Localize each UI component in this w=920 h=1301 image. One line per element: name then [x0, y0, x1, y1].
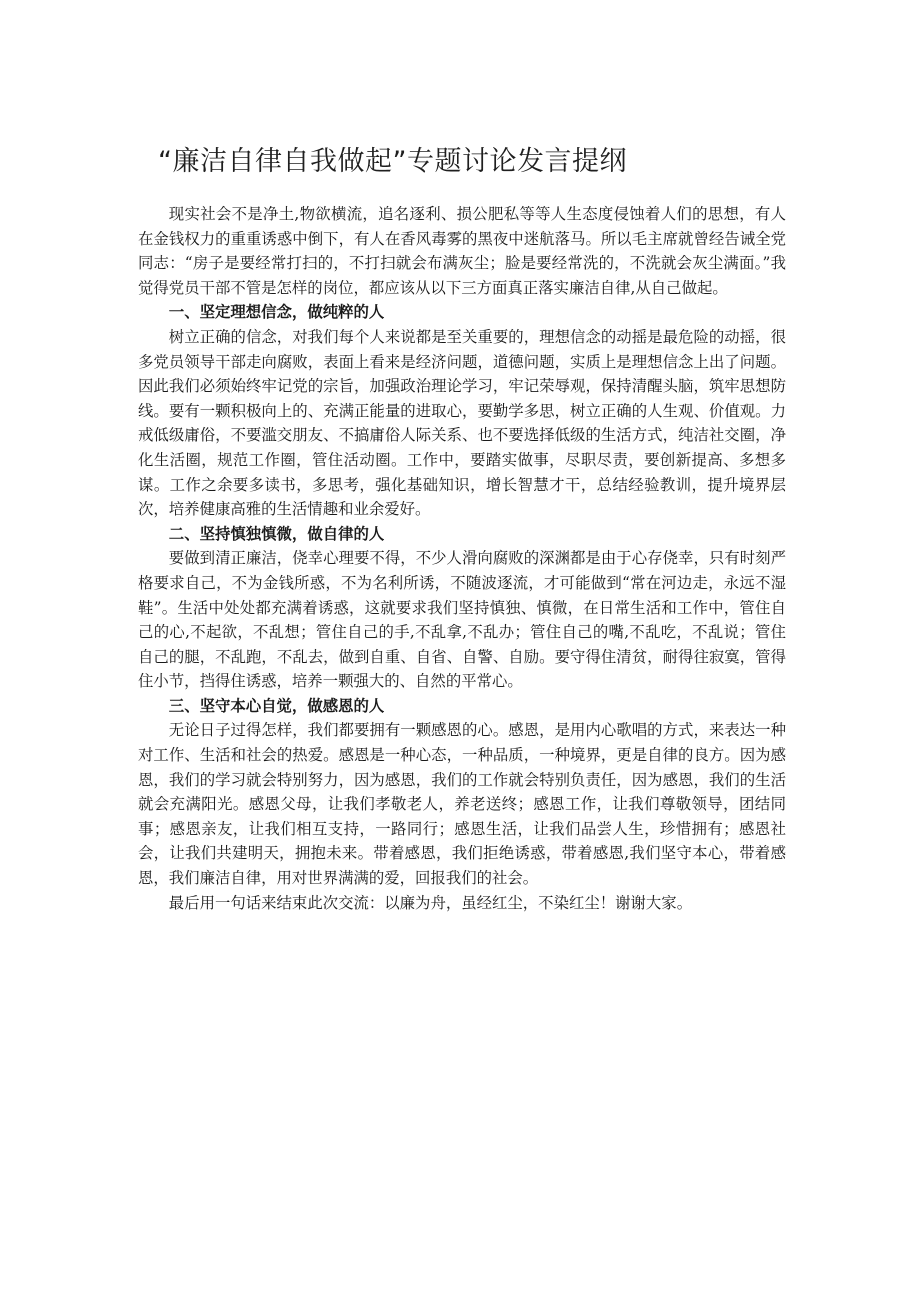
section-heading-2: 二、坚持慎独慎微，做自律的人: [168, 524, 385, 543]
intro-paragraph: 现实社会不是净土,物欲横流，追名逐利、损公肥私等等人生态度侵蚀着人们的思想，有人在金钱权力的重重诱惑中倒下，有人在香风毒雾的黑夜中迷航落马。所以毛主席就曾经告诫全党同志：“房子是要经常打扫的，不打扫就会布满灰尘；脸是要经常洗的，不洗就会灰尘满面。”我觉得党员干部不管是怎样的岗位，都应该从以下三方面真正落实廉洁自律,从自己做起。: [138, 205, 786, 297]
section-body-3: 无论日子过得怎样，我们都要拥有一颗感恩的心。感恩，是用内心歌唱的方式，来表达一种对工作、生活和社会的热爱。感恩是一种心态，一种品质，一种境界，更是自律的良方。因为感恩，我们的学习就会特别努力，因为感恩，我们的工作就会特别负责任，因为感恩，我们的生活就会充满阳光。感恩父母，让我们孝敬老人，养老送终；感恩工作，让我们尊敬领导，团结同事；感恩亲友，让我们相互支持，一路同行；感恩生活，让我们品尝人生，珍惜拥有；感恩社会，让我们共建明天，拥抱未来。带着感恩，我们拒绝诱惑，带着感恩,我们坚守本心，带着感恩，我们廉洁自律，用对世界满满的爱，回报我们的社会。: [138, 721, 786, 888]
document-page: [138, 140, 786, 915]
section-heading-1: 一、坚定理想信念，做纯粹的人: [168, 303, 385, 322]
section-body-1: 树立正确的信念，对我们每个人来说都是至关重要的，理想信念的动摇是最危险的动摇，很多党员领导干部走向腐败，表面上看来是经济问题，道德问题，实质上是理想信念上出了问题。因此我们必须始终牢记党的宗旨，加强政治理论学习，牢记荣辱观，保持清醒头脑，筑牢思想防线。要有一颗积极向上的、充满正能量的进取心，要勤学多思，树立正确的人生观、价值观。力戒低级庸俗，不要滥交朋友、不搞庸俗人际关系、也不要选择低级的生活方式，纯洁社交圈，净化生活圈，规范工作圈，管住活动圈。工作中，要踏实做事，尽职尽责，要创新提高、多想多谋。工作之余要多读书，多思考，强化基础知识，增长智慧才干，总结经验教训，提升境界层次，培养健康高雅的生活情趣和业余爱好。: [138, 327, 786, 519]
closing-paragraph: 最后用一句话来结束此次交流：以廉为舟，虽经红尘，不染红尘！谢谢大家。: [168, 893, 693, 912]
section-heading-3: 三、坚守本心自觉，做感恩的人: [168, 696, 385, 715]
document-title: “廉洁自律自我做起”专题讨论发言提纲: [158, 146, 627, 177]
section-body-2: 要做到清正廉洁，侥幸心理要不得，不少人滑向腐败的深渊都是由于心存侥幸，只有时刻严格要求自己，不为金钱所惑，不为名利所诱，不随波逐流，才可能做到“常在河边走，永远不湿鞋”。生活中处处都充满着诱惑，这就要求我们坚持慎独、慎微，在日常生活和工作中，管住自己的心,不起欲，不乱想；管住自己的手,不乱拿,不乱办；管住自己的嘴,不乱吃，不乱说；管住自己的腿，不乱跑，不乱去，做到自重、自省、自警、自励。要守得住清贫，耐得往寂寞，管得住小节，挡得住诱惑，培养一颗强大的、自然的平常心。: [138, 549, 786, 691]
